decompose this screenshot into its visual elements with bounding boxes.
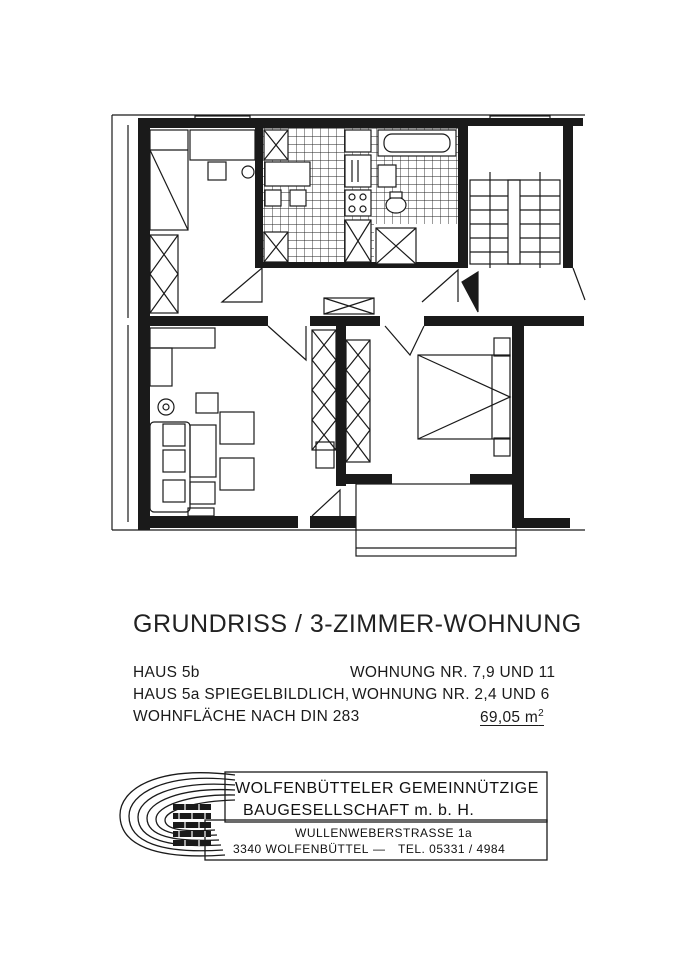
wardrobe [312,330,336,450]
wall [512,518,570,528]
house-5a-label: HAUS 5a SPIEGELBILDLICH, [133,686,350,703]
washbasin [378,165,396,187]
wall [563,118,573,268]
stove [345,190,371,216]
apartment-numbers-5b: WOHNUNG NR. 7,9 UND 11 [350,664,556,681]
wall [340,474,392,484]
table [265,162,310,186]
living-area-number: 69,05 m [480,709,539,727]
wall [138,316,268,326]
wall [512,316,524,526]
wardrobe [346,340,370,462]
door-swing [385,326,424,355]
cabinet [150,348,172,386]
company-street: WULLENWEBERSTRASSE 1a [295,826,473,840]
chair [208,162,226,180]
coffee-table [190,425,216,477]
wall [262,262,458,268]
wall [255,118,263,268]
company-phone: TEL. 05331 / 4984 [398,842,506,856]
wall [470,474,522,484]
plan-title: GRUNDRISS / 3-ZIMMER-WOHNUNG [133,610,582,638]
heater [316,442,334,468]
staircase [470,172,560,268]
armchair [220,412,254,444]
toilet [386,197,406,213]
balcony [356,484,516,556]
door-swing [573,268,585,300]
door-swing [268,326,306,360]
wall [458,118,468,268]
bed [150,130,188,230]
wardrobe [150,235,178,313]
door-swing [222,268,262,302]
armchair [196,393,218,413]
wall [336,316,346,486]
door-swing [312,490,340,516]
wall [310,516,356,528]
lamp [242,166,254,178]
fridge [345,130,371,152]
living-area-value [480,708,544,727]
apartment-numbers-5a: WOHNUNG NR. 2,4 UND 6 [352,686,550,703]
address-separator: — [373,842,386,856]
door-swing [422,270,458,302]
chair [290,190,306,206]
house-5b-label: HAUS 5b [133,664,200,681]
living-area-unit-exponent: 2 [538,708,544,719]
double-bed [418,355,510,439]
sofa [150,422,190,512]
wall [138,118,468,128]
company-city: 3340 WOLFENBÜTTEL [233,842,369,856]
living-area-label: WOHNFLÄCHE NACH DIN 283 [133,708,360,725]
plant [158,399,174,415]
desk [190,130,255,160]
company-name-line1: WOLFENBÜTTELER GEMEINNÜTZIGE [235,780,539,797]
sideboard [150,328,215,348]
wall [424,316,584,326]
chair [265,190,281,206]
armchair [220,458,254,490]
company-name-line2: BAUGESELLSCHAFT m. b. H. [243,802,475,819]
